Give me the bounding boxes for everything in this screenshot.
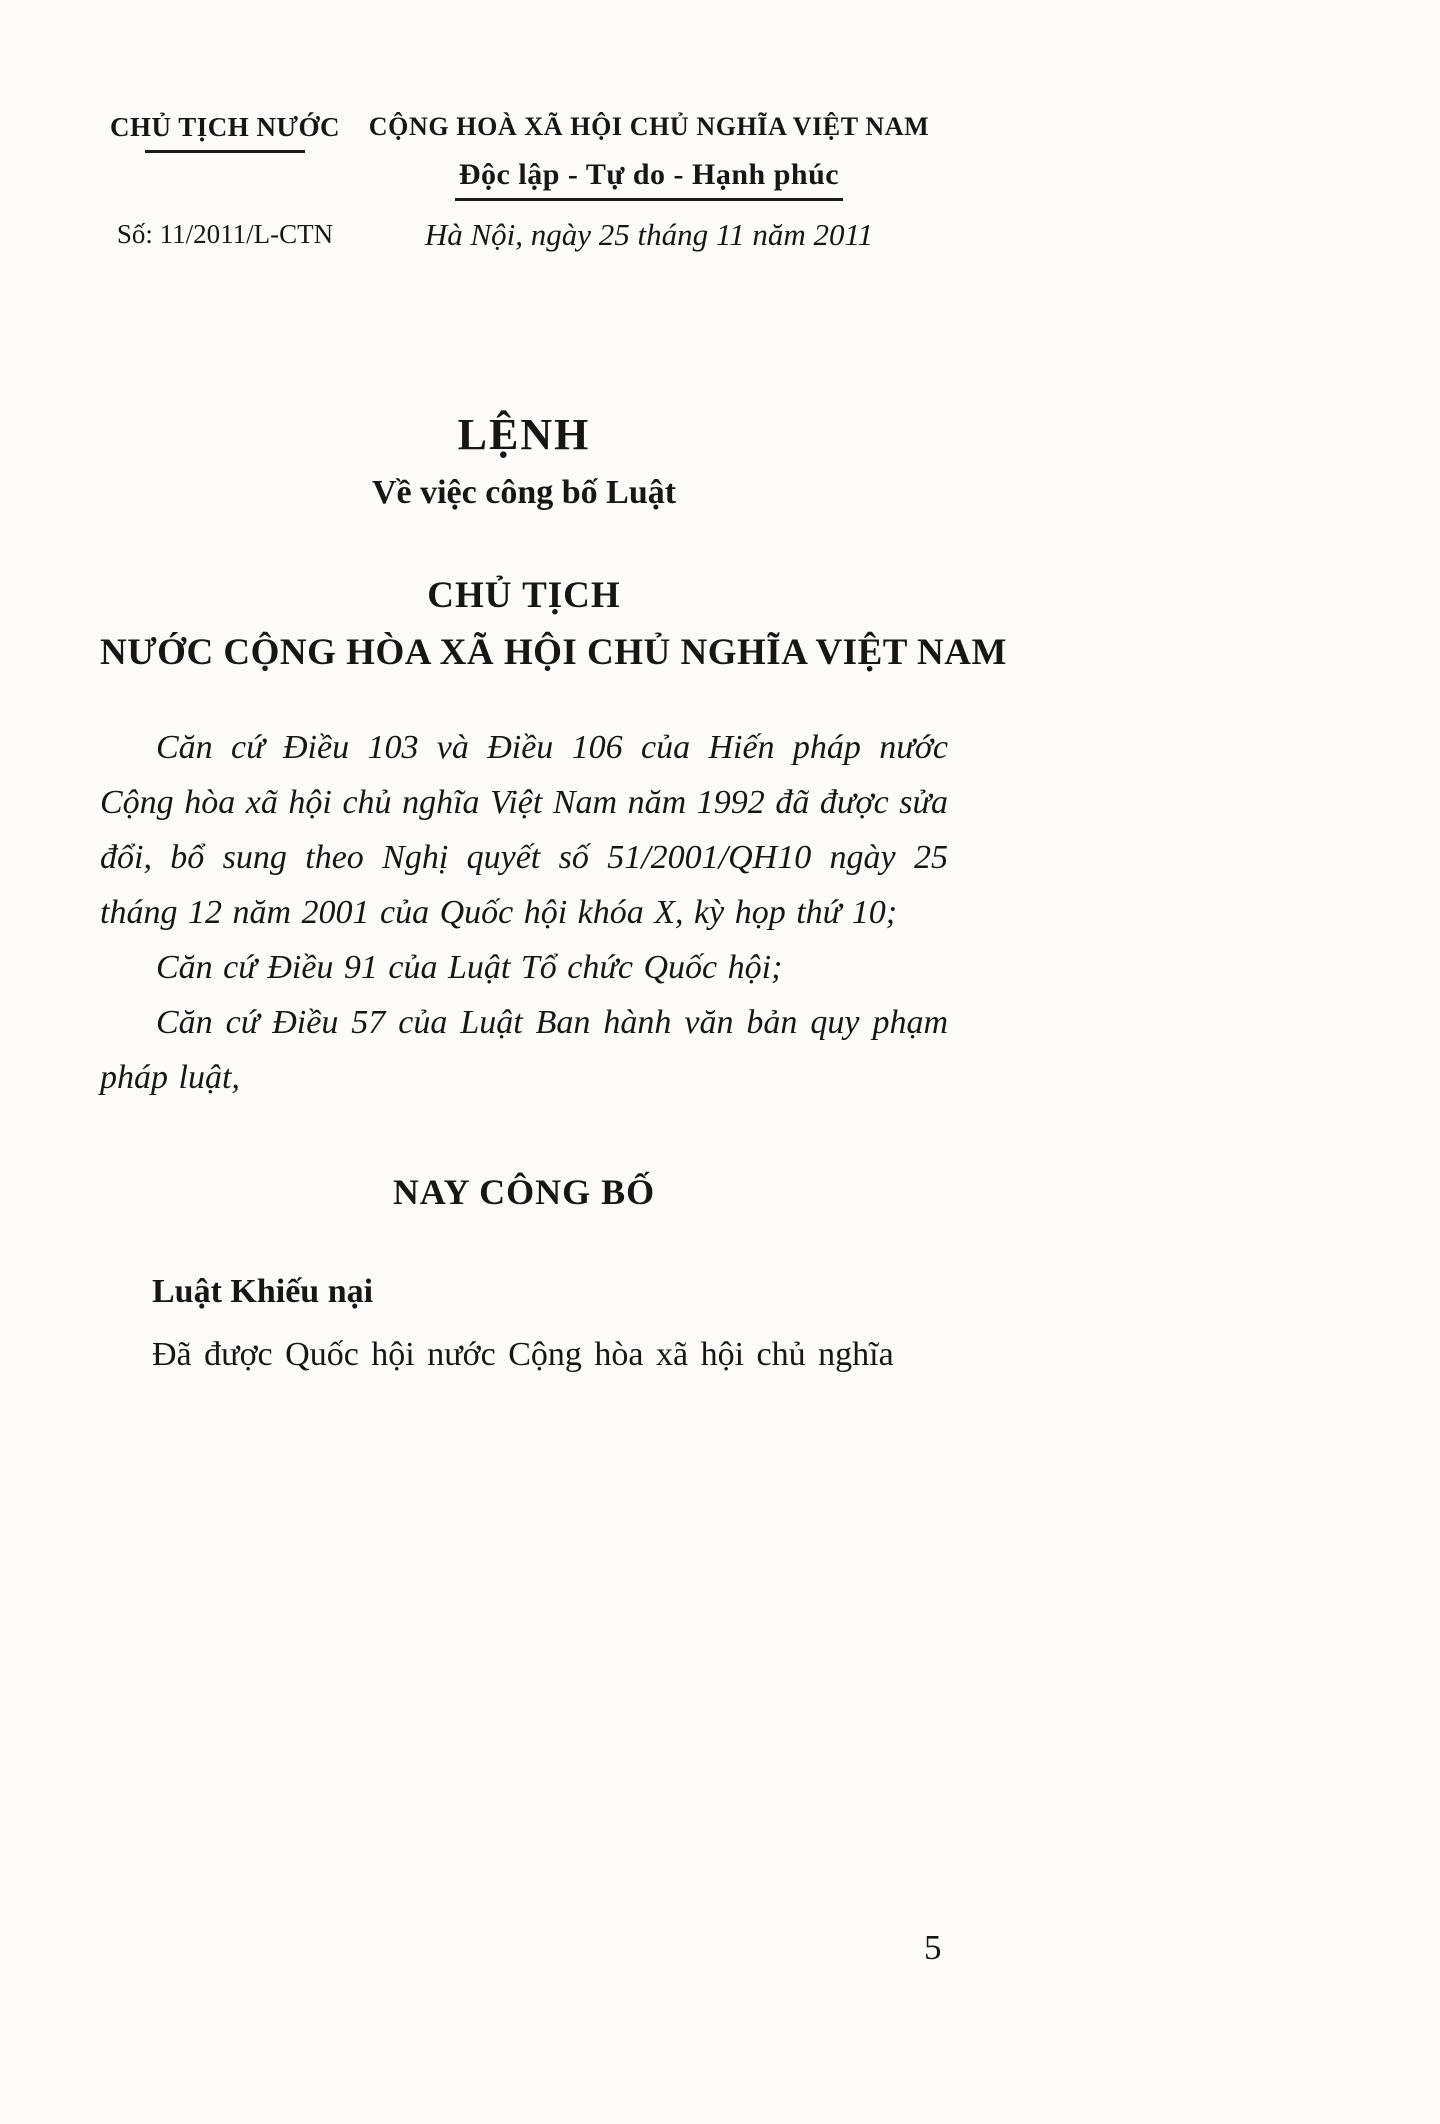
national-name: CỘNG HOÀ XÃ HỘI CHỦ NGHĨA VIỆT NAM	[368, 112, 930, 141]
preamble-paragraph: Căn cứ Điều 57 của Luật Ban hành văn bản quy phạm pháp luật,	[100, 1004, 948, 1096]
preamble-section	[100, 720, 948, 1105]
place-and-date: Hà Nội, ngày 25 tháng 11 năm 2011	[424, 217, 874, 252]
document-subtitle: Về việc công bố Luật	[371, 474, 677, 511]
document-content	[100, 112, 1007, 1382]
national-motto-text: Độc lập - Tự do - Hạnh phúc	[455, 158, 843, 201]
document-header	[100, 112, 948, 253]
national-motto	[350, 158, 948, 201]
closing-line: Đã được Quốc hội nước Cộng hòa xã hội chủ nghĩa	[152, 1336, 894, 1373]
authority-line-2: NƯỚC CỘNG HÒA XÃ HỘI CHỦ NGHĨA VIỆT NAM	[100, 632, 1007, 673]
header-national-block	[350, 112, 948, 253]
issuer-underline	[145, 150, 305, 153]
authority-heading	[100, 574, 1007, 674]
preamble-paragraph: Căn cứ Điều 103 và Điều 106 của Hiến pháp nước Cộng hòa xã hội chủ nghĩa Việt Nam năm 1992 đã được sửa đổi, bổ sung theo Nghị quyết số 51/2001/QH10 ngày 25 tháng 12 năm 2001 của Quốc hội khóa X, kỳ họp thứ 10;	[100, 729, 948, 931]
issuer-title: CHỦ TỊCH NƯỚC	[109, 112, 340, 142]
authority-line-1: CHỦ TỊCH	[427, 575, 621, 616]
document-title: LỆNH	[457, 410, 591, 459]
page-number: 5	[924, 1928, 942, 1967]
preamble-paragraph: Căn cứ Điều 91 của Luật Tổ chức Quốc hội;	[156, 949, 783, 986]
title-block	[100, 409, 948, 512]
document-number: Số: 11/2011/L-CTN	[116, 219, 334, 249]
header-issuer-block	[100, 112, 350, 250]
proclamation-heading: NAY CÔNG BỐ	[392, 1172, 656, 1212]
law-name: Luật Khiếu nại	[152, 1273, 374, 1310]
